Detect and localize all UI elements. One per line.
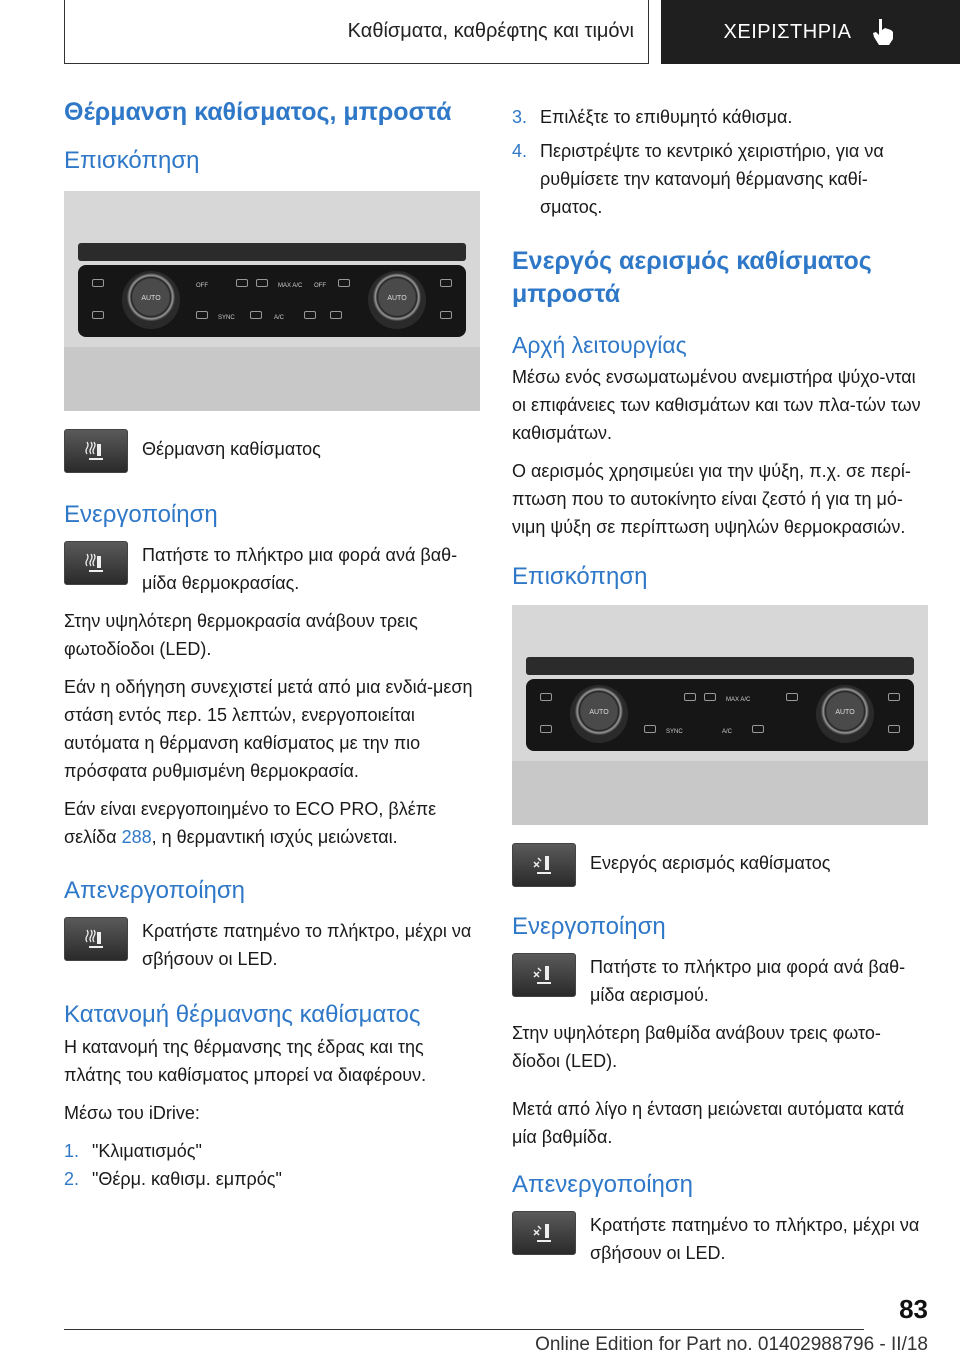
seat-ventilation-button-deactivation[interactable] bbox=[512, 1211, 576, 1255]
led-info-paragraph: Στην υψηλότερη θερμοκρασία ανάβουν τρεις φωτοδίοδοι (LED). bbox=[64, 610, 418, 659]
seat-ventilation-button[interactable] bbox=[512, 843, 576, 887]
seat-heating-icon bbox=[83, 926, 109, 952]
seat-heat-icon-right bbox=[440, 311, 452, 319]
climate-panel-figure-right bbox=[512, 605, 928, 825]
header-section-title: Καθίσματα, καθρέφτης και τιμόνι bbox=[347, 20, 634, 42]
distribution-heading: Κατανομή θέρμανσης καθίσματος bbox=[64, 1000, 421, 1028]
seat-ventilation-caption: Ενεργός αερισμός καθίσματος bbox=[590, 853, 831, 873]
list-item: 4. Περιστρέψτε το κεντρικό χειριστήριο, για να ρυθμίσετε την κατανομή θέρμανσης καθί-σματος. bbox=[512, 141, 884, 217]
fan-icon bbox=[236, 279, 248, 287]
max-ac-label: MAX A/C bbox=[278, 282, 303, 289]
principle-heading: Αρχή λειτουργίας bbox=[512, 332, 687, 358]
seat-heating-button-deactivation[interactable] bbox=[64, 917, 128, 961]
footer-divider bbox=[64, 1329, 864, 1330]
recirculation-icon bbox=[304, 311, 316, 319]
ventilation-activation-text: Πατήστε το πλήκτρο μια φορά ανά βαθ-μίδα αερισμού. bbox=[590, 957, 906, 1005]
seat-heat-icon bbox=[92, 311, 104, 319]
seat-ventilation-icon bbox=[531, 852, 557, 878]
activation-row bbox=[64, 541, 480, 597]
header-section-box bbox=[64, 0, 649, 64]
seat-heating-button-row bbox=[64, 429, 480, 473]
page-288-link[interactable]: 288 bbox=[121, 826, 152, 847]
seat-heating-icon bbox=[83, 550, 109, 576]
climate-control-panel bbox=[78, 265, 466, 337]
activation-text: Πατήστε το πλήκτρο μια φορά ανά βαθ-μίδα θερμοκρασίας. bbox=[142, 544, 458, 593]
left-column bbox=[64, 96, 480, 1193]
ventilation-reduce-paragraph: Μετά από λίγο η ένταση μειώνεται αυτόματα κατά μία βαθμίδα. bbox=[512, 1099, 905, 1147]
auto-resume-paragraph: Εάν η οδήγηση συνεχιστεί μετά από μια ενδιά-μεση στάση εντός περ. 15 λεπτών, ενεργοποιείται αυτόματα η θέρμανση καθίσματος με την πιο πρόσφατα ρυθμισμένη θερμοκρασία. bbox=[64, 676, 473, 781]
distribution-text: Η κατανομή της θέρμανσης της έδρας και της πλάτης του καθίσματος μπορεί να διαφέρουν. bbox=[64, 1036, 427, 1085]
panel-top-bar bbox=[78, 243, 466, 261]
ventilation-activation-heading: Ενεργοποίηση bbox=[512, 913, 666, 940]
seat-heating-caption: Θέρμανση καθίσματος bbox=[142, 438, 321, 459]
temperature-knob-left: AUTO bbox=[570, 685, 628, 743]
activation-heading: Ενεργοποίηση bbox=[64, 500, 218, 528]
ventilation-led-paragraph: Στην υψηλότερη βαθμίδα ανάβουν τρεις φωτο-δίοδοι (LED). bbox=[512, 1023, 881, 1071]
fan-icon-2 bbox=[786, 693, 798, 701]
seat-ventilation-button-activation[interactable] bbox=[512, 953, 576, 997]
seat-heating-button-activation[interactable] bbox=[64, 541, 128, 585]
panel-top-bar bbox=[526, 657, 914, 675]
list-item: 2. "Θέρμ. καθισμ. εμπρός" bbox=[64, 1168, 282, 1189]
seat-heat-icon-center bbox=[644, 725, 656, 733]
deactivation-row bbox=[64, 917, 480, 973]
footer-edition: Online Edition for Part no. 01402988796 - II/18 bbox=[535, 1334, 928, 1355]
overview-heading-right: Επισκόπηση bbox=[512, 563, 648, 590]
temperature-knob-right: AUTO bbox=[368, 271, 426, 329]
max-ac-label: MAX A/C bbox=[726, 697, 751, 703]
overview-heading: Επισκόπηση bbox=[64, 146, 200, 174]
seat-vent-icon bbox=[92, 279, 104, 287]
temperature-knob-left: AUTO bbox=[122, 271, 180, 329]
seat-vent-icon bbox=[540, 693, 552, 701]
ventilation-activation-row bbox=[512, 953, 928, 1009]
climate-control-panel bbox=[526, 679, 914, 751]
defrost-icon bbox=[256, 279, 268, 287]
seat-heating-icon bbox=[83, 438, 109, 464]
idrive-steps-list bbox=[64, 1137, 480, 1193]
defrost-icon bbox=[704, 693, 716, 701]
deactivation-heading: Απενεργοποίηση bbox=[64, 876, 246, 904]
page-number: 83 bbox=[899, 1294, 928, 1324]
seat-heat-icon bbox=[540, 725, 552, 733]
seat-heating-button[interactable] bbox=[64, 429, 128, 473]
ac-label: A/C bbox=[274, 314, 285, 321]
seat-heat-icon-center bbox=[196, 311, 208, 319]
rear-defrost-icon bbox=[250, 311, 262, 319]
seat-heat-icon-center-right bbox=[330, 311, 342, 319]
ventilation-deactivation-text: Κρατήστε πατημένο το πλήκτρο, μέχρι να σβήσουν οι LED. bbox=[590, 1215, 920, 1263]
principle-paragraph-2: Ο αερισμός χρησιμεύει για την ψύξη, π.χ. σε περί-πτωση που το αυτοκίνητο είναι ζεστό ή για τη μό-νιμη ψύξη σε περίπτωση υψηλών θερμοκρασιών. bbox=[512, 461, 911, 537]
console-surface bbox=[64, 347, 480, 411]
ventilation-deactivation-row bbox=[512, 1211, 928, 1267]
via-idrive-text: Μέσω του iDrive: bbox=[64, 1102, 200, 1123]
fan-icon bbox=[684, 693, 696, 701]
seat-ventilation-icon bbox=[531, 962, 557, 988]
list-item: 3. Επιλέξτε το επιθυμητό κάθισμα. bbox=[512, 107, 793, 127]
right-column bbox=[512, 103, 928, 1267]
sync-label: SYNC bbox=[666, 729, 683, 735]
seat-ventilation-button-row bbox=[512, 843, 928, 887]
climate-panel-figure bbox=[64, 191, 480, 411]
hand-pointer-icon bbox=[869, 17, 897, 47]
list-item: 1. "Κλιματισμός" bbox=[64, 1140, 202, 1161]
seat-vent-icon-right bbox=[440, 279, 452, 287]
ac-label: A/C bbox=[722, 729, 733, 735]
header-chapter-title: ΧΕΙΡΙΣΤΗΡΙΑ bbox=[723, 20, 852, 43]
seat-ventilation-icon bbox=[531, 1220, 557, 1246]
fan-icon-2 bbox=[338, 279, 350, 287]
ventilation-deactivation-heading: Απενεργοποίηση bbox=[512, 1171, 694, 1198]
principle-paragraph-1: Μέσω ενός ενσωματωμένου ανεμιστήρα ψύχο-νται οι επιφάνειες των καθισμάτων και των πλα-τών των καθισμάτων. bbox=[512, 367, 921, 443]
seat-heating-title: Θέρμανση καθίσματος, μπροστά bbox=[64, 98, 452, 126]
console-surface bbox=[512, 761, 928, 825]
seat-heat-icon-right bbox=[888, 725, 900, 733]
off-label-1: OFF bbox=[196, 282, 208, 289]
seat-vent-icon-right bbox=[888, 693, 900, 701]
seat-ventilation-title: Ενεργός αερισμός καθίσματος μπροστά bbox=[512, 247, 872, 308]
eco-pro-paragraph: Εάν είναι ενεργοποιημένο το ECO PRO, βλέπε σελίδα 288, η θερμαντική ισχύς μειώνεται. bbox=[64, 798, 437, 847]
idrive-steps-list-continued bbox=[512, 103, 928, 221]
header-chapter-box bbox=[661, 0, 960, 64]
temperature-knob-right: AUTO bbox=[816, 685, 874, 743]
off-label-2: OFF bbox=[314, 282, 326, 289]
deactivation-text: Κρατήστε πατημένο το πλήκτρο, μέχρι να σβήσουν οι LED. bbox=[142, 920, 472, 969]
sync-label: SYNC bbox=[218, 314, 235, 321]
recirculation-icon bbox=[752, 725, 764, 733]
